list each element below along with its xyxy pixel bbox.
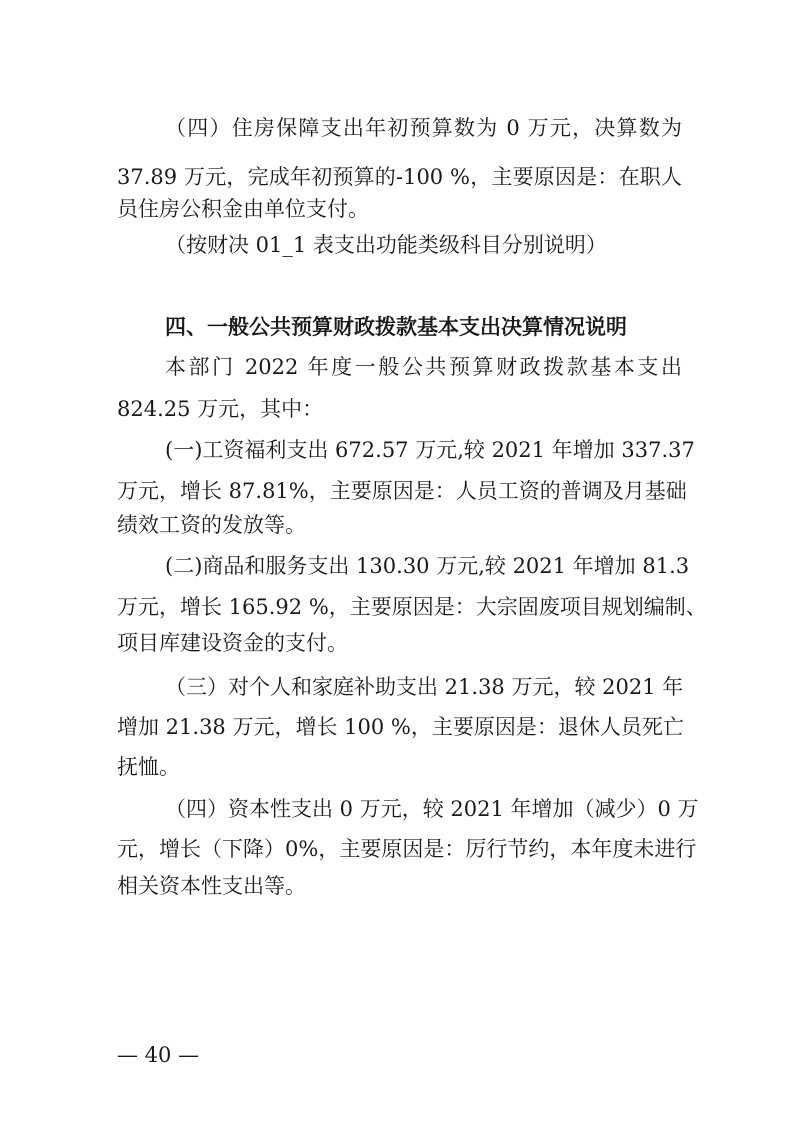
p1-line2: 37.89 万元，完成年初预算的-100 %，主要原因是：在职人	[117, 165, 682, 189]
p7-line2: 元，增长（下降）0%，主要原因是：厉行节约，本年度未进行	[117, 837, 697, 861]
p4-line1: (一)工资福利支出 672.57 万元,较 2021 年增加 337.37	[165, 438, 695, 462]
page-number: — 40 —	[117, 1043, 200, 1067]
p4-line3: 绩效工资的发放等。	[117, 513, 306, 537]
p6-line2: 增加 21.38 万元，增长 100 %，主要原因是：退休人员死亡	[117, 715, 684, 739]
p7-line3: 相关资本性支出等。	[117, 874, 306, 898]
p5-line3: 项目库建设资金的支付。	[117, 631, 348, 655]
p3-line2: 824.25 万元，其中：	[117, 397, 324, 421]
section-heading: 四、一般公共预算财政拨款基本支出决算情况说明	[165, 315, 627, 339]
p1-line1: （四）住房保障支出年初预算数为 0 万元，决算数为	[165, 116, 682, 140]
p6-line3: 抚恤。	[117, 755, 180, 779]
p1-line3: 员住房公积金由单位支付。	[117, 197, 369, 221]
p7-line1: （四）资本性支出 0 万元，较 2021 年增加（减少）0 万	[165, 797, 699, 821]
p5-line2: 万元，增长 165.92 %，主要原因是：大宗固废项目规划编制、	[117, 595, 707, 619]
p4-line2: 万元，增长 87.81%，主要原因是：人员工资的普调及月基础	[117, 479, 687, 503]
p2-line1: （按财决 01_1 表支出功能类级科目分别说明）	[165, 233, 607, 257]
p6-line1: （三）对个人和家庭补助支出 21.38 万元，较 2021 年	[165, 675, 684, 699]
p3-line1: 本部门 2022 年度一般公共预算财政拨款基本支出	[165, 355, 682, 379]
p5-line1: (二)商品和服务支出 130.30 万元,较 2021 年增加 81.3	[165, 554, 690, 578]
